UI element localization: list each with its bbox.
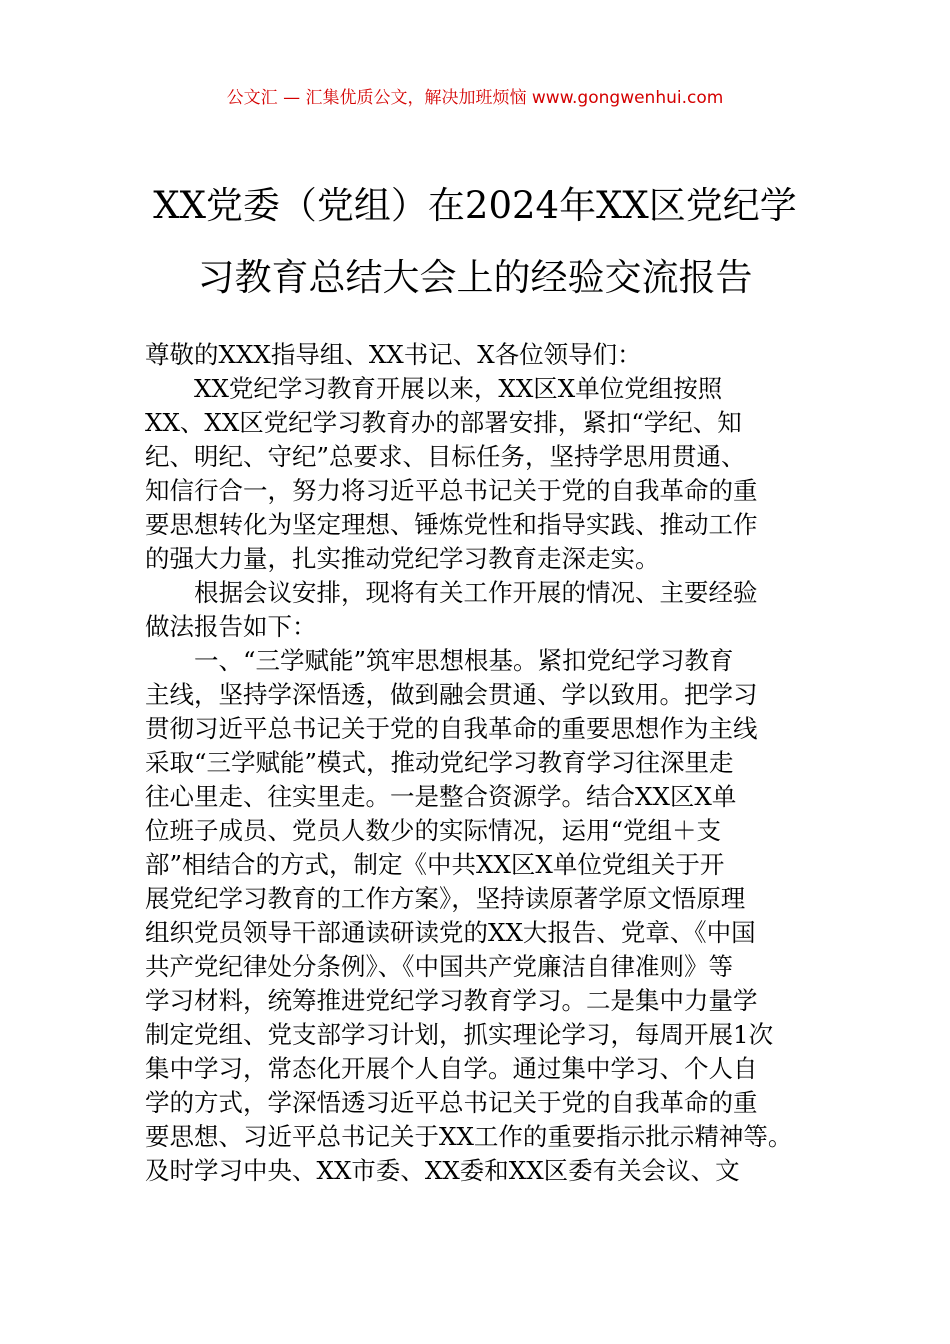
watermark-header[interactable]: 公文汇 — 汇集优质公文，解决加班烦恼 www.gongwenhui.com [226,88,724,108]
title-line-2: 习教育总结大会上的经验交流报告 [197,256,753,299]
body-line: 及时学习中央、XX市委、XX委和XX区委有关会议、文 [145,1156,740,1185]
body-line: 纪、明纪、守纪”总要求、目标任务，坚持学思用贯通、 [145,442,746,471]
body-line: 一、“三学赋能”筑牢思想根基。紧扣党纪学习教育 [194,646,734,675]
body-line: XX党纪学习教育开展以来，XX区X单位党组按照 [194,374,723,403]
body-line: XX、XX区党纪学习教育办的部署安排，紧扣“学纪、知 [145,408,742,437]
document-title [90,170,860,314]
body-line: 贯彻习近平总书记关于党的自我革命的重要思想作为主线 [145,714,758,743]
body-line: 位班子成员、党员人数少的实际情况，运用“党组＋支 [145,816,722,845]
body-line: 根据会议安排，现将有关工作开展的情况、主要经验 [194,578,758,607]
body-line: 做法报告如下： [145,612,317,641]
body-line: 的强大力量，扎实推动党纪学习教育走深走实。 [145,544,660,573]
body-line: 展党纪学习教育的工作方案》，坚持读原著学原文悟原理 [145,884,746,913]
body-line: 采取“三学赋能”模式，推动党纪学习教育学习往深里走 [145,748,734,777]
title-line-1: XX党委（党组）在2024年XX区党纪学 [153,184,797,227]
body-line: 集中学习，常态化开展个人自学。通过集中学习、个人自 [145,1054,758,1083]
body-line: 共产党纪律处分条例》、《中国共产党廉洁自律准则》等 [145,952,733,981]
body-line: 要思想转化为坚定理想、锤炼党性和指导实践、推动工作 [145,510,758,539]
salutation: 尊敬的XXX指导组、XX书记、X各位领导们： [145,340,642,369]
body-line: 要思想、习近平总书记关于XX工作的重要指示批示精神等。 [145,1122,793,1151]
body-line: 学习材料，统筹推进党纪学习教育学习。二是集中力量学 [145,986,758,1015]
body-line: 往心里走、往实里走。一是整合资源学。结合XX区X单 [145,782,737,811]
body-line: 部”相结合的方式，制定《中共XX区X单位党组关于开 [145,850,725,879]
document-body [145,338,810,1188]
body-line: 制定党组、党支部学习计划，抓实理论学习，每周开展1次 [145,1020,774,1049]
body-line: 主线，坚持学深悟透，做到融会贯通、学以致用。把学习 [145,680,758,709]
body-line: 组织党员领导干部通读研读党的XX大报告、党章、《中国 [145,918,756,947]
body-line: 知信行合一，努力将习近平总书记关于党的自我革命的重 [145,476,758,505]
body-line: 学的方式，学深悟透习近平总书记关于党的自我革命的重 [145,1088,758,1117]
